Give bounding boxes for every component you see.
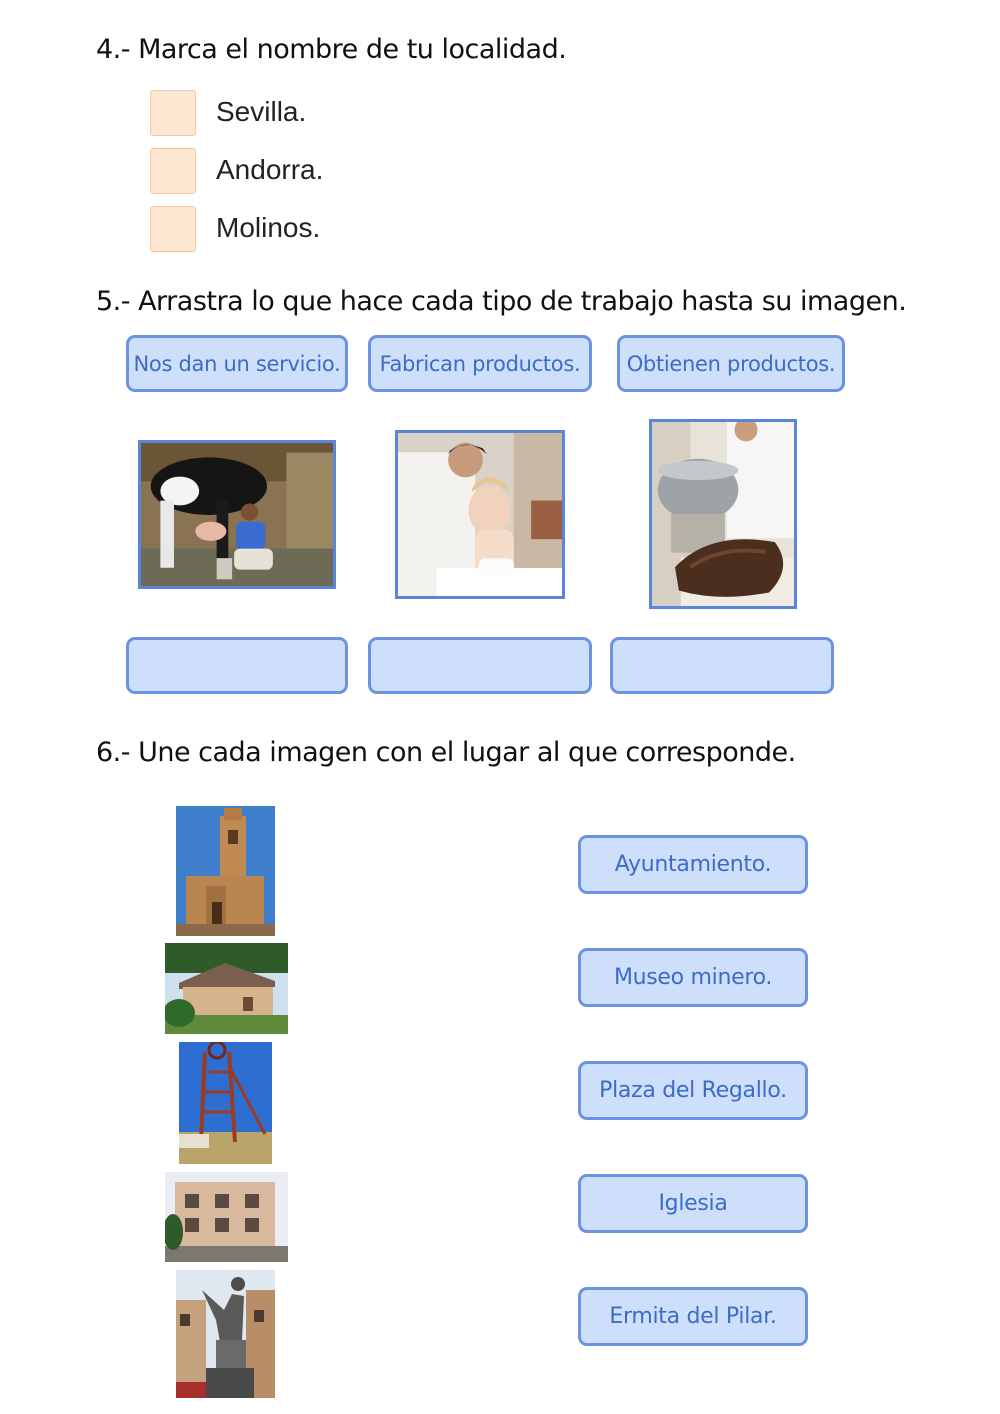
question-6-title: 6.- Une cada imagen con el lugar al que corresponde. [96, 737, 796, 768]
drag-chip-fabrican[interactable]: Fabrican productos. [368, 335, 592, 392]
hermitage-photo[interactable] [165, 943, 288, 1034]
place-chip-plaza-del-regallo[interactable]: Plaza del Regallo. [578, 1061, 808, 1120]
drop-zone-2[interactable] [368, 637, 592, 694]
drag-chip-servicio[interactable]: Nos dan un servicio. [126, 335, 348, 392]
option-label: Molinos. [216, 212, 321, 243]
miner-statue-photo[interactable] [176, 1270, 275, 1398]
option-label: Sevilla. [216, 96, 307, 127]
option-checkbox[interactable] [150, 90, 196, 136]
doctor-examining-child-photo [395, 430, 565, 599]
drop-zone-1[interactable] [126, 637, 348, 694]
mine-headframe-photo[interactable] [179, 1042, 272, 1164]
baker-mixing-dough-photo [649, 419, 797, 609]
option-label: Andorra. [216, 154, 324, 185]
place-chip-iglesia[interactable]: Iglesia [578, 1174, 808, 1233]
question-5-title: 5.- Arrastra lo que hace cada tipo de trabajo hasta su imagen. [96, 286, 907, 317]
farmer-milking-cow-photo [138, 440, 336, 589]
town-hall-photo[interactable] [165, 1172, 288, 1262]
place-chip-ayuntamiento[interactable]: Ayuntamiento. [578, 835, 808, 894]
place-chip-ermita-del-pilar[interactable]: Ermita del Pilar. [578, 1287, 808, 1346]
drop-zone-3[interactable] [610, 637, 834, 694]
church-tower-photo[interactable] [176, 806, 275, 936]
drag-chip-obtienen[interactable]: Obtienen productos. [617, 335, 845, 392]
option-checkbox[interactable] [150, 148, 196, 194]
option-checkbox[interactable] [150, 206, 196, 252]
question-4-title: 4.- Marca el nombre de tu localidad. [96, 34, 567, 65]
place-chip-museo-minero[interactable]: Museo minero. [578, 948, 808, 1007]
